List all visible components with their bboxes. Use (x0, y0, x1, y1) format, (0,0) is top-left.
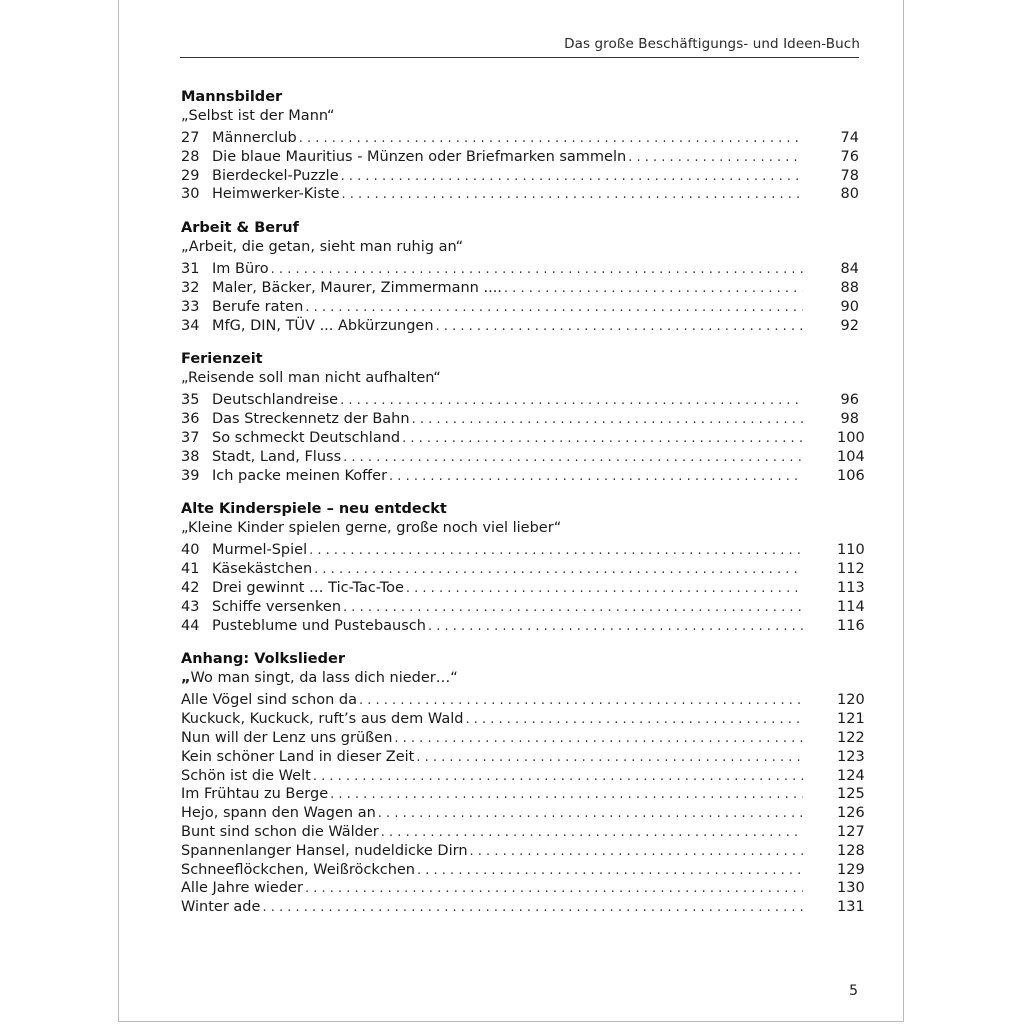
toc-entry[interactable] (181, 598, 865, 617)
entry-label: Maler, Bäcker, Maurer, Zimmermann .... (212, 279, 502, 296)
entry-number: 42 (181, 579, 200, 596)
entry-label: Im Büro (212, 261, 269, 278)
dot-leader (305, 880, 803, 899)
dot-leader (271, 261, 803, 280)
entry-page: 120 (837, 692, 865, 709)
entry-page: 128 (837, 842, 865, 859)
entry-page: 98 (840, 411, 859, 428)
dot-leader (412, 411, 803, 430)
entry-page: 129 (837, 861, 865, 878)
toc-entry[interactable] (181, 748, 865, 767)
toc-entry[interactable] (181, 710, 865, 729)
toc-entry[interactable] (181, 279, 859, 298)
toc-entry[interactable] (181, 317, 859, 336)
section-quote: „Selbst ist der Mann“ (181, 108, 335, 124)
dot-leader (504, 280, 803, 299)
entry-label: Pusteblume und Pustebausch (212, 617, 426, 634)
dot-leader (394, 730, 803, 749)
toc-entry[interactable] (181, 148, 859, 167)
entry-number: 29 (181, 167, 200, 184)
dot-leader (313, 768, 803, 787)
entry-label: Männerclub (212, 130, 297, 146)
dot-leader (402, 430, 803, 449)
entry-label: Bierdeckel-Puzzle (212, 167, 339, 184)
entry-page: 110 (837, 542, 865, 559)
toc-entry[interactable] (181, 391, 859, 410)
entry-label: Alle Vögel sind schon da (181, 692, 357, 709)
entry-page: 90 (840, 298, 859, 315)
dot-leader (389, 468, 803, 487)
entry-label: Hejo, spann den Wagen an (181, 805, 376, 822)
entry-number: 30 (181, 186, 200, 203)
toc-entry[interactable] (181, 448, 865, 467)
entry-page: 113 (837, 579, 865, 596)
entry-label: Murmel-Spiel (212, 542, 308, 559)
section-title: Ferienzeit (181, 351, 263, 368)
entry-label: Stadt, Land, Fluss (212, 448, 342, 465)
entry-page: 124 (837, 767, 865, 784)
entry-page: 74 (840, 130, 859, 146)
toc-section (181, 650, 865, 917)
entry-number: 32 (181, 279, 200, 296)
section-quote: „Arbeit, die getan, sieht man ruhig an“ (181, 239, 464, 256)
toc-entry[interactable] (181, 129, 859, 148)
dot-leader (470, 843, 803, 862)
dot-leader (378, 805, 803, 824)
entry-page: 112 (837, 561, 865, 578)
entry-page: 123 (837, 748, 865, 765)
toc-entry[interactable] (181, 410, 859, 429)
toc-entry[interactable] (181, 861, 865, 880)
entry-number: 36 (181, 411, 200, 428)
toc-entry[interactable] (181, 560, 865, 579)
section-quote (181, 669, 859, 688)
entry-number: 31 (181, 261, 200, 278)
entry-page: 131 (837, 899, 865, 916)
entry-label: Käsekästchen (212, 561, 313, 578)
entry-number: 44 (181, 617, 200, 634)
entry-label: Drei gewinnt … Tic-Tac-Toe (212, 579, 404, 596)
entry-number: 39 (181, 467, 200, 484)
dot-leader (416, 749, 803, 768)
entry-label: Kein schöner Land in dieser Zeit (181, 748, 415, 765)
entry-label: Schön ist die Welt (181, 767, 311, 784)
entry-label: Schneeflöckchen, Weißröckchen (181, 861, 415, 878)
entry-number: 34 (181, 317, 200, 334)
quote-text: Wo man singt, da lass dich nieder…“ (190, 670, 458, 687)
dot-leader (341, 186, 803, 205)
toc-entry[interactable] (181, 804, 865, 823)
entry-number: 33 (181, 298, 200, 315)
dot-leader (299, 130, 803, 149)
entry-page: 114 (837, 598, 865, 615)
entry-label: Winter ade (181, 899, 261, 916)
dot-leader (330, 786, 803, 805)
toc-entry[interactable] (181, 185, 859, 204)
entry-page: 80 (840, 186, 859, 203)
entry-label: Kuckuck, Kuckuck, ruft’s aus dem Wald (181, 711, 464, 728)
dot-leader (628, 149, 803, 168)
entry-label: Schiffe versenken (212, 598, 342, 615)
quote-mark: „ (181, 670, 191, 687)
entry-page: 84 (840, 261, 859, 278)
toc-section (181, 88, 859, 204)
entry-page: 100 (837, 429, 865, 446)
page-number: 5 (849, 983, 858, 999)
toc-entry[interactable] (181, 260, 859, 279)
entry-page: 92 (840, 317, 859, 334)
dot-leader (343, 449, 803, 468)
running-header: Das große Beschäftigungs- und Ideen-Buch (564, 36, 860, 52)
dot-leader (309, 542, 803, 561)
entry-number: 37 (181, 429, 200, 446)
toc-entry[interactable] (181, 541, 865, 560)
toc-entry[interactable] (181, 898, 865, 917)
toc-entry[interactable] (181, 298, 859, 317)
entry-page: 126 (837, 805, 865, 822)
toc-entry[interactable] (181, 467, 865, 486)
entry-label: Das Streckennetz der Bahn (212, 411, 410, 428)
entry-label: Alle Jahre wieder (181, 880, 303, 897)
entry-number: 41 (181, 561, 200, 578)
entry-label: Im Frühtau zu Berge (181, 786, 329, 803)
entry-label: Die blaue Mauritius - Münzen oder Briefmarken sammeln (212, 148, 627, 165)
entry-label: Heimwerker-Kiste (212, 186, 340, 203)
toc-section (181, 350, 865, 485)
dot-leader (465, 711, 803, 730)
section-quote: „Kleine Kinder spielen gerne, große noch viel lieber“ (181, 520, 562, 537)
dot-leader (417, 862, 803, 881)
entry-page: 76 (840, 148, 859, 165)
section-title: Alte Kinderspiele – neu entdeckt (181, 501, 447, 518)
entry-label: Berufe raten (212, 298, 304, 315)
entry-label: So schmeckt Deutschland (212, 429, 401, 446)
entry-page: 96 (840, 392, 859, 409)
dot-leader (262, 899, 803, 918)
toc-section (181, 500, 865, 635)
toc-entry[interactable] (181, 617, 865, 636)
dot-leader (436, 318, 803, 337)
entry-number: 28 (181, 148, 200, 165)
dot-leader (341, 168, 803, 187)
toc-entry[interactable] (181, 691, 865, 710)
table-of-contents (181, 88, 865, 932)
entry-page: 104 (837, 448, 865, 465)
entry-page: 88 (840, 279, 859, 296)
entry-label: Bunt sind schon die Wälder (181, 823, 379, 840)
header-rule (180, 57, 859, 58)
toc-entry[interactable] (181, 167, 859, 186)
dot-leader (381, 824, 803, 843)
entry-page: 127 (837, 823, 865, 840)
entry-page: 130 (837, 880, 865, 897)
entry-page: 78 (840, 167, 859, 184)
dot-leader (340, 392, 803, 411)
section-title: Mannsbilder (181, 89, 283, 105)
entry-label: Deutschlandreise (212, 392, 339, 409)
entry-label: Ich packe meinen Koffer (212, 467, 388, 484)
section-title: Arbeit & Beruf (181, 220, 299, 237)
toc-entry[interactable] (181, 729, 865, 748)
dot-leader (343, 599, 803, 618)
toc-entry[interactable] (181, 823, 865, 842)
entry-page: 121 (837, 711, 865, 728)
entry-number: 40 (181, 542, 200, 559)
section-title: Anhang: Volkslieder (181, 651, 345, 668)
dot-leader (314, 561, 803, 580)
toc-section (181, 219, 859, 335)
entry-page: 122 (837, 729, 865, 746)
section-quote: „Reisende soll man nicht aufhalten“ (181, 370, 441, 387)
entry-number: 35 (181, 392, 200, 409)
toc-entry[interactable] (181, 785, 865, 804)
entry-number: 38 (181, 448, 200, 465)
entry-page: 125 (837, 786, 865, 803)
entry-number: 27 (181, 130, 200, 146)
toc-entry[interactable] (181, 842, 865, 861)
entry-number: 43 (181, 598, 200, 615)
toc-entry[interactable] (181, 767, 865, 786)
toc-entry[interactable] (181, 429, 865, 448)
toc-entry[interactable] (181, 879, 865, 898)
entry-page: 106 (837, 467, 865, 484)
entry-page: 116 (837, 617, 865, 634)
dot-leader (406, 580, 803, 599)
entry-label: MfG, DIN, TÜV ... Abkürzungen (212, 317, 434, 334)
toc-entry[interactable] (181, 579, 865, 598)
dot-leader (359, 692, 803, 711)
entry-label: Spannenlanger Hansel, nudeldicke Dirn (181, 842, 468, 859)
dot-leader (428, 618, 803, 637)
dot-leader (305, 299, 803, 318)
entry-label: Nun will der Lenz uns grüßen (181, 729, 393, 746)
